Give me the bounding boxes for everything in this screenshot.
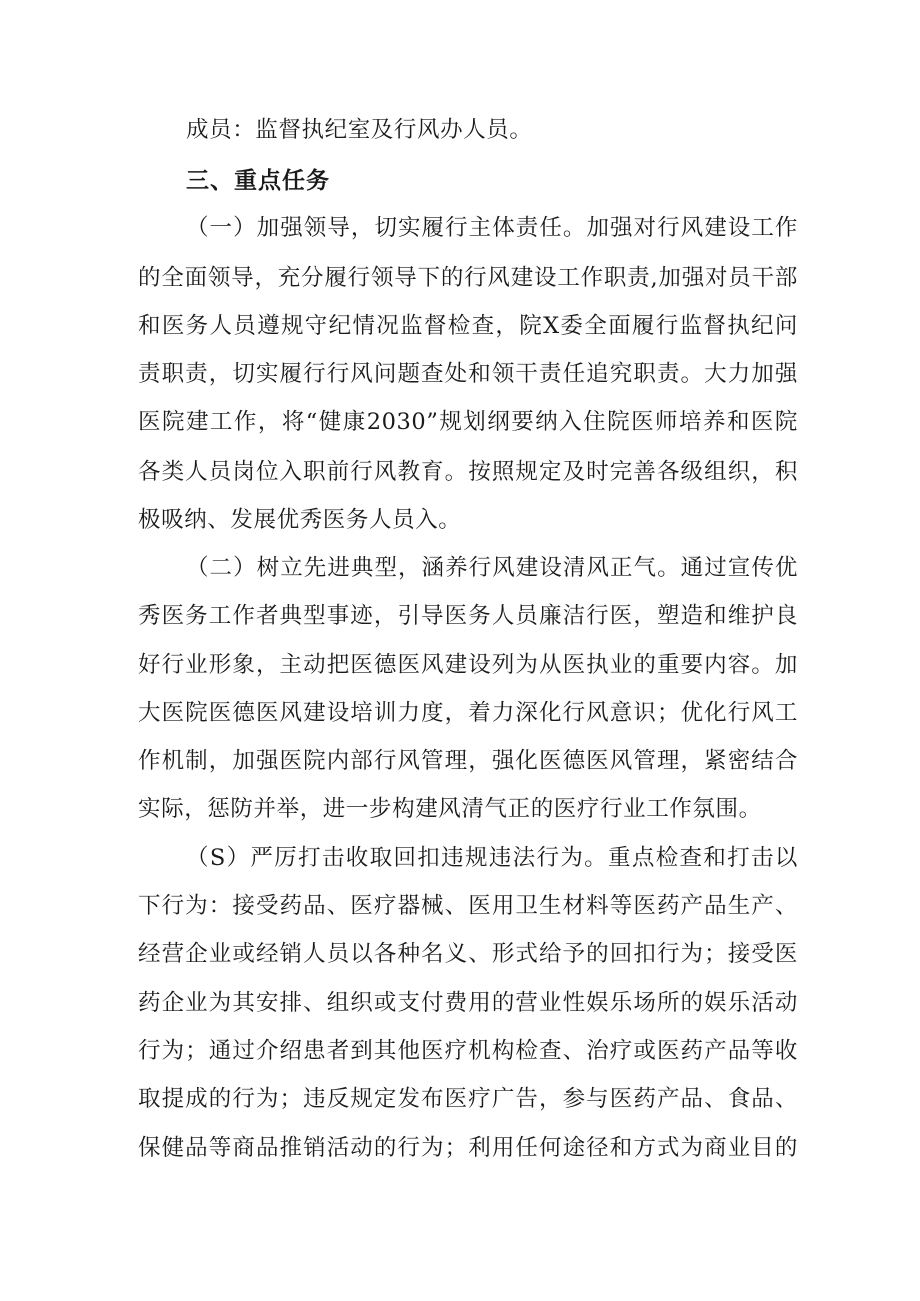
para3-line-2: 下行为：接受药品、医疗器械、医用卫生材料等医药产品生产、 xyxy=(138,893,798,919)
para1-line-6: 各类人员岗位入职前行风教育。按照规定及时完善各级组织，积 xyxy=(138,459,798,485)
para3-line-6: 取提成的行为；违反规定发布医疗广告，参与医药产品、食品、 xyxy=(138,1086,798,1112)
section-heading: 三、重点任务 xyxy=(186,168,330,194)
para2-line-5: 作机制，加强医院内部行风管理，强化医德医风管理，紧密结合 xyxy=(138,748,798,774)
para1-line-4: 责职责，切实履行行风问题查处和领干责任追究职责。大力加强 xyxy=(138,361,798,387)
para1-line-5: 医院建工作，将“健康2030”规划纲要纳入住院医师培养和医院 xyxy=(138,409,798,435)
members-line: 成员：监督执纪室及行风办人员。 xyxy=(186,117,533,143)
para3-line-3: 经营企业或经销人员以各种名义、形式给予的回扣行为；接受医 xyxy=(138,941,798,967)
para2-line-6: 实际，惩防并举，进一步构建风清气正的医疗行业工作氛围。 xyxy=(138,796,762,822)
para2-line-1: （二）树立先进典型，涵养行风建设清风正气。通过宣传优 xyxy=(186,555,798,581)
para3-line-7: 保健品等商品推销活动的行为；利用任何途径和方式为商业目的 xyxy=(138,1135,798,1161)
para1-line-1: （一）加强领导，切实履行主体责任。加强对行风建设工作 xyxy=(186,215,798,241)
para1-line-7: 极吸纳、发展优秀医务人员入。 xyxy=(138,507,462,533)
para2-line-2: 秀医务工作者典型事迹，引导医务人员廉洁行医，塑造和维护良 xyxy=(138,603,798,629)
para3-line-4: 药企业为其安排、组织或支付费用的营业性娱乐场所的娱乐活动 xyxy=(138,990,798,1016)
para2-line-3: 好行业形象，主动把医德医风建设列为从医执业的重要内容。加 xyxy=(138,652,798,678)
para3-line-1: （S）严厉打击收取回扣违规违法行为。重点检查和打击以 xyxy=(186,845,798,871)
para1-line-3: 和医务人员遵规守纪情况监督检查，院X委全面履行监督执纪问 xyxy=(138,313,798,339)
para1-line-2: 的全面领导，充分履行领导下的行风建设工作职责,加强对员干部 xyxy=(138,265,798,291)
para2-line-4: 大医院医德医风建设培训力度，着力深化行风意识；优化行风工 xyxy=(138,700,798,726)
para3-line-5: 行为；通过介绍患者到其他医疗机构检查、治疗或医药产品等收 xyxy=(138,1038,798,1064)
